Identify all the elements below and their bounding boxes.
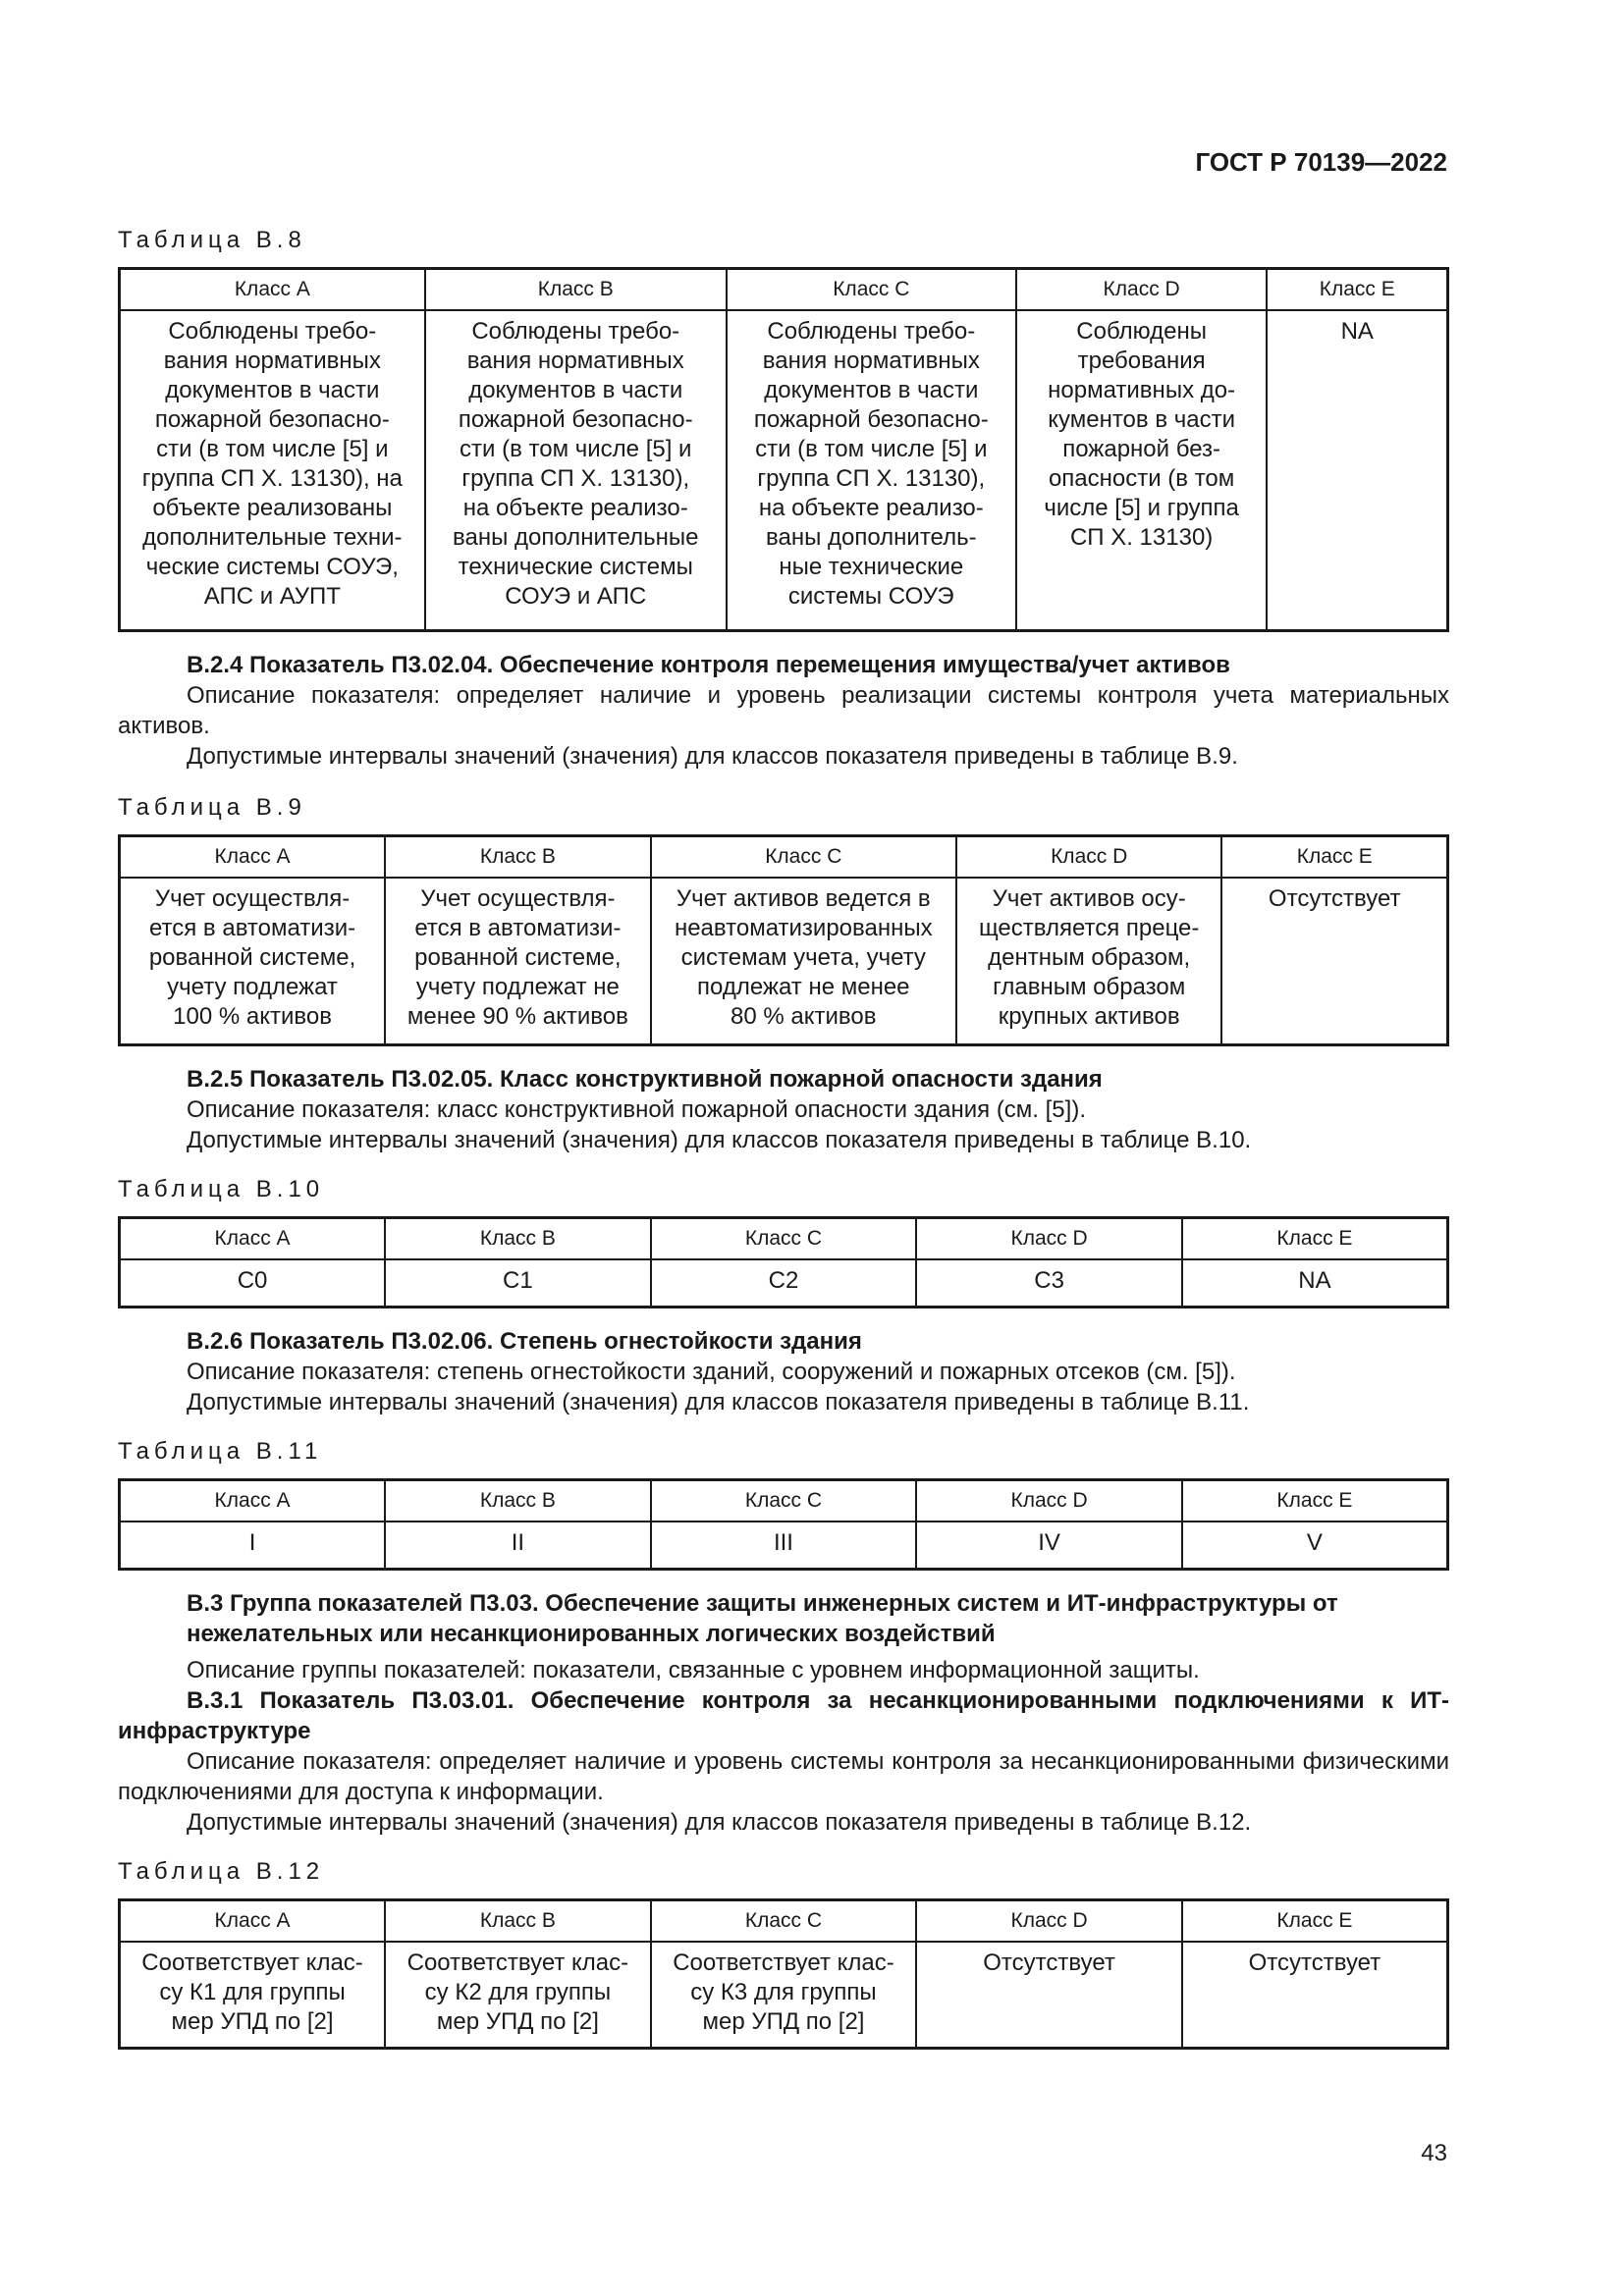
header-class-e: Класс E: [1182, 1480, 1448, 1522]
header-class-e: Класс E: [1182, 1218, 1448, 1260]
header-class-a: Класс A: [120, 1480, 386, 1522]
section-intervals: Допустимые интервалы значений (значения) для классов показателя приведены в таблице В.10.: [187, 1127, 1252, 1153]
cell-class-b: С1: [385, 1259, 651, 1308]
section-heading: В.2.6 Показатель П3.02.06. Степень огнестойкости здания: [187, 1328, 862, 1355]
header-class-e: Класс E: [1182, 1900, 1448, 1943]
cell-class-e: NA: [1182, 1259, 1448, 1308]
table-row: [120, 1259, 1448, 1308]
cell-class-c: С2: [651, 1259, 917, 1308]
section-description: Описание показателя: определяет наличие и уровень системы контроля за несанкционированными физическими подключениями для доступа к информации.: [118, 1748, 1449, 1805]
cell-class-c: Соответствует клас- су К3 для группы мер УПД по [2]: [651, 1942, 917, 2049]
table-header-row: [120, 1480, 1448, 1522]
cell-class-d: С3: [916, 1259, 1182, 1308]
section-b24: [118, 650, 1449, 772]
section-description: Описание показателя: класс конструктивной пожарной опасности здания (см. [5]).: [187, 1096, 1086, 1123]
table-header-row: [120, 1900, 1448, 1943]
cell-class-d: Отсутствует: [916, 1942, 1182, 2049]
cell-class-e: Отсутствует: [1182, 1942, 1448, 2049]
header-class-c: Класс C: [651, 1218, 917, 1260]
table-b10: [118, 1216, 1449, 1308]
table-header-row: [120, 1218, 1448, 1260]
section-description: Описание показателя: определяет наличие и уровень реализации системы контроля учета материальных активов.: [118, 682, 1449, 739]
header-class-b: Класс B: [385, 1900, 651, 1943]
header-class-b: Класс B: [385, 836, 651, 879]
table-b8: [118, 267, 1449, 632]
header-class-e: Класс E: [1221, 836, 1447, 879]
table-row: [120, 878, 1448, 1045]
table-b9-caption: Таблица В.9: [118, 794, 306, 821]
section-intervals: Допустимые интервалы значений (значения) для классов показателя приведены в таблице В.9.: [187, 743, 1238, 770]
cell-class-d: Соблюдены требования нормативных до- кументов в части пожарной без- опасности (в том числе [5] и группа СП Х. 13130): [1016, 310, 1268, 631]
section-intervals: Допустимые интервалы значений (значения) для классов показателя приведены в таблице В.11.: [187, 1389, 1250, 1415]
header-class-a: Класс A: [120, 269, 425, 311]
header-class-c: Класс C: [651, 836, 956, 879]
header-class-d: Класс D: [1016, 269, 1268, 311]
cell-class-c: Учет активов ведется в неавтоматизированных системам учета, учету подлежат не менее 80 % активов: [651, 878, 956, 1045]
section-description: Описание показателя: степень огнестойкости зданий, сооружений и пожарных отсеков (см. [5]).: [187, 1359, 1236, 1385]
cell-class-d: IV: [916, 1522, 1182, 1570]
header-class-a: Класс A: [120, 836, 386, 879]
cell-class-c: III: [651, 1522, 917, 1570]
section-heading: В.2.5 Показатель П3.02.05. Класс конструктивной пожарной опасности здания: [187, 1066, 1103, 1093]
section-b25: [118, 1064, 1449, 1155]
header-class-b: Класс B: [385, 1218, 651, 1260]
cell-class-a: I: [120, 1522, 386, 1570]
section-b26: [118, 1326, 1449, 1417]
table-row: [120, 310, 1448, 631]
section-heading: В.2.4 Показатель П3.02.04. Обеспечение контроля перемещения имущества/учет активов: [187, 652, 1230, 678]
table-b8-caption: Таблица В.8: [118, 227, 306, 253]
header-class-d: Класс D: [956, 836, 1222, 879]
cell-class-b: Соответствует клас- су К2 для группы мер УПД по [2]: [385, 1942, 651, 2049]
section-intervals: Допустимые интервалы значений (значения) для классов показателя приведены в таблице В.12.: [187, 1809, 1252, 1836]
cell-class-e: Отсутствует: [1221, 878, 1447, 1045]
cell-class-a: Соответствует клас- су К1 для группы мер УПД по [2]: [120, 1942, 386, 2049]
cell-class-e: NA: [1267, 310, 1447, 631]
table-b12-caption: Таблица В.12: [118, 1858, 325, 1885]
cell-class-b: Соблюдены требо- вания нормативных документов в части пожарной безопасно- сти (в том числе [5] и группа СП Х. 13130), на объекте реализо- ваны дополнительные технические системы СОУЭ и АПС: [425, 310, 727, 631]
section-heading: В.3 Группа показателей П3.03. Обеспечение защиты инженерных систем и ИТ-инфраструктуры от нежелательных или несанкционированных логических воздействий: [187, 1590, 1338, 1647]
header-class-a: Класс A: [120, 1218, 386, 1260]
cell-class-b: II: [385, 1522, 651, 1570]
cell-class-a: С0: [120, 1259, 386, 1308]
table-row: [120, 1522, 1448, 1570]
header-class-d: Класс D: [916, 1480, 1182, 1522]
table-b11: [118, 1478, 1449, 1571]
header-class-c: Класс C: [651, 1900, 917, 1943]
cell-class-d: Учет активов осу- ществляется преце- дентным образом, главным образом крупных активов: [956, 878, 1222, 1045]
header-class-b: Класс B: [425, 269, 727, 311]
table-row: [120, 1942, 1448, 2049]
table-b12: [118, 1898, 1449, 2050]
header-class-d: Класс D: [916, 1900, 1182, 1943]
header-class-b: Класс B: [385, 1480, 651, 1522]
cell-class-a: Соблюдены требо- вания нормативных документов в части пожарной безопасно- сти (в том числе [5] и группа СП Х. 13130), на объекте реализованы дополнительные техни- ческие системы СОУЭ, АПС и АУПТ: [120, 310, 425, 631]
cell-class-c: Соблюдены требо- вания нормативных документов в части пожарной безопасно- сти (в том числе [5] и группа СП Х. 13130), на объекте реализо- ваны дополнитель- ные технические системы СОУЭ: [727, 310, 1016, 631]
table-header-row: [120, 269, 1448, 311]
document-code: ГОСТ Р 70139—2022: [1195, 147, 1447, 177]
section-description: Описание группы показателей: показатели, связанные с уровнем информационной защиты.: [187, 1657, 1200, 1683]
table-b10-caption: Таблица В.10: [118, 1176, 325, 1202]
cell-class-e: V: [1182, 1522, 1448, 1570]
header-class-a: Класс A: [120, 1900, 386, 1943]
page-number: 43: [1421, 2140, 1447, 2166]
table-header-row: [120, 836, 1448, 879]
header-class-c: Класс C: [727, 269, 1016, 311]
header-class-e: Класс E: [1267, 269, 1447, 311]
page-content: [118, 226, 1449, 2050]
header-class-c: Класс C: [651, 1480, 917, 1522]
cell-class-a: Учет осуществля- ется в автоматизи- рованной системе, учету подлежат 100 % активов: [120, 878, 386, 1045]
cell-class-b: Учет осуществля- ется в автоматизи- рованной системе, учету подлежат не менее 90 % активов: [385, 878, 651, 1045]
section-heading: В.3.1 Показатель П3.03.01. Обеспечение контроля за несанкционированными подключениями к ИТ-инфраструктуре: [118, 1687, 1449, 1744]
table-b9: [118, 834, 1449, 1046]
header-class-d: Класс D: [916, 1218, 1182, 1260]
section-b31: [118, 1685, 1449, 1838]
section-b3: [118, 1588, 1449, 1685]
table-b11-caption: Таблица В.11: [118, 1438, 323, 1465]
